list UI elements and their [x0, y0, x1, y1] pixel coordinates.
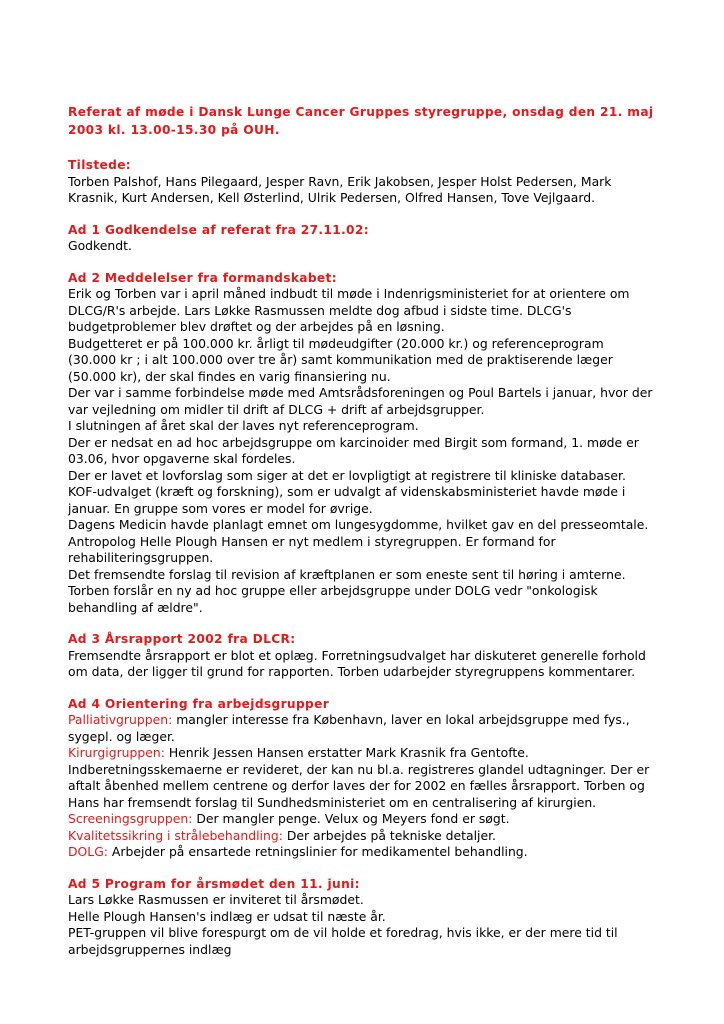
section-heading: Ad 5 Program for årsmødet den 11. juni:: [68, 876, 360, 891]
body-line: [68, 501, 684, 518]
section-heading: Ad 3 Årsrapport 2002 fra DLCR:: [68, 632, 296, 646]
body-line: [68, 451, 684, 468]
line-text: Henrik Jessen Hansen erstatter Mark Krasnik fra Gentofte.: [164, 745, 529, 760]
line-text: Det fremsendte forslag til revision af kræftplanen er som eneste sent til høring i amterne.: [68, 566, 626, 582]
body-line: [68, 648, 684, 665]
line-text: Torben Palshof, Hans Pilegaard, Jesper Ravn, Erik Jakobsen, Jesper Holst Pedersen, Mark: [68, 173, 612, 189]
body-line: [68, 352, 684, 369]
line-text: mangler interesse fra København, laver en lokal arbejdsgruppe med fys.,: [172, 712, 630, 727]
line-text: Fremsendte årsrapport er blot et oplæg. Forretningsudvalget har diskuteret generelle forhold: [68, 647, 646, 663]
body-line: [68, 468, 684, 485]
body-line: [68, 517, 684, 534]
group-label: Kvalitetssikring i strålebehandling:: [68, 827, 283, 843]
body-line: [68, 238, 684, 255]
body-line: [68, 795, 684, 812]
line-text: Arbejder på ensartede retningslinier for medikamentel behandling.: [107, 844, 528, 859]
line-text: var vejledning om midler til drift af DLCG + drift af arbejdsgrupper.: [68, 401, 485, 417]
line-text: januar. En gruppe som vores er model for øvrige.: [68, 500, 373, 516]
line-text: Hans har fremsendt forslag til Sundhedsministeriet om en centralisering af kirurgien.: [68, 794, 597, 810]
line-text: aftalt åbenhed mellem centrene og derfor laves der for 2002 en fælles årsrapport. Torben og: [68, 778, 645, 793]
body-line: [68, 534, 684, 551]
body-line: [68, 892, 684, 909]
body-line: [68, 435, 684, 452]
line-text: Der er lavet et lovforslag som siger at det er lovpligtigt at registrere til kliniske databaser.: [68, 467, 626, 483]
line-text: Der arbejdes på tekniske detaljer.: [282, 827, 496, 843]
line-text: Helle Plough Hansen's indlæg er udsat til næste år.: [68, 908, 386, 924]
line-text: DLCG/R's arbejde. Lars Løkke Rasmussen meldte dog afbud i sidste time. DLCG's: [68, 302, 572, 318]
body-line: [68, 583, 684, 600]
line-text: KOF-udvalget (kræft og forskning), som er udvalgt af videnskabsministeriet havde møde i: [68, 484, 626, 499]
section: [68, 876, 684, 959]
line-text: Godkendt.: [68, 238, 132, 253]
line-text: Lars Løkke Rasmussen er inviteret til årsmødet.: [68, 892, 364, 907]
line-text: Torben forslår en ny ad hoc gruppe eller arbejdsgruppe under DOLG vedr "onkologisk: [68, 583, 598, 598]
line-text: Budgetteret er på 100.000 kr. årligt til mødeudgifter (20.000 kr.) og referenceprogram: [68, 335, 604, 351]
line-text: Antropolog Helle Plough Hansen er nyt medlem i styregruppen. Er formand for: [68, 533, 556, 549]
line-text: I slutningen af året skal der laves nyt referenceprogram.: [68, 418, 419, 433]
body-line: [68, 762, 684, 779]
body-line: [68, 286, 684, 303]
section: [68, 222, 684, 255]
line-text: om data, der ligger til grund for rapporten. Torben udarbejder styregruppens kommentarer.: [68, 664, 636, 679]
body-line: [68, 319, 684, 336]
body-line: [68, 844, 684, 861]
section-heading: Ad 4 Orientering fra arbejdsgrupper: [68, 696, 330, 711]
section: [68, 270, 684, 617]
line-text: rehabiliteringsgruppen.: [68, 550, 214, 565]
body-line: [68, 745, 684, 762]
section-heading: Ad 2 Meddelelser fra formandskabet:: [68, 270, 337, 285]
section-heading: Ad 1 Godkendelse af referat fra 27.11.02:: [68, 222, 369, 237]
line-text: 03.06, hvor opgaverne skal fordeles.: [68, 451, 296, 466]
section: [68, 696, 684, 861]
line-text: Der var i samme forbindelse møde med Amtsrådsforeningen og Poul Bartels i januar, hvor der: [68, 385, 653, 400]
body-line: [68, 369, 684, 386]
group-label: Kirurgigruppen:: [68, 745, 165, 760]
body-line: [68, 712, 684, 729]
line-text: (30.000 kr ; i alt 100.000 over tre år) samt kommunikation med de praktiserende læger: [68, 352, 613, 367]
body-line: [68, 303, 684, 320]
body-line: [68, 909, 684, 926]
body-line: [68, 925, 684, 942]
body-line: [68, 174, 684, 191]
body-line: [68, 942, 684, 959]
body-line: [68, 729, 684, 746]
body-line: [68, 811, 684, 828]
group-label: DOLG:: [68, 844, 108, 859]
body-line: [68, 600, 684, 617]
body-line: [68, 550, 684, 567]
line-text: sygepl. og læger.: [68, 728, 175, 744]
line-text: Der mangler penge. Velux og Meyers fond er søgt.: [192, 811, 510, 826]
body-line: [68, 190, 684, 207]
line-text: (50.000 kr), der skal findes en varig finansiering nu.: [68, 368, 391, 384]
line-text: Der er nedsat en ad hoc arbejdsgruppe om karcinoider med Birgit som formand, 1. møde er: [68, 434, 639, 450]
line-text: PET-gruppen vil blive forespurgt om de vil holde et foredrag, hvis ikke, er der mere tid til: [68, 925, 618, 940]
group-label: Screeningsgruppen:: [68, 811, 193, 826]
line-text: arbejdsgruppernes indlæg: [68, 941, 232, 957]
section: [68, 157, 684, 207]
group-label: Palliativgruppen:: [68, 712, 173, 727]
line-text: Krasnik, Kurt Andersen, Kell Østerlind, Ulrik Pedersen, Olfred Hansen, Tove Vejlgaard.: [68, 190, 596, 205]
section-heading: Tilstede:: [68, 158, 132, 172]
line-text: behandling af ældre".: [68, 599, 203, 615]
section: [68, 631, 684, 681]
line-text: Indberetningsskemaerne er revideret, der kan nu bl.a. registreres glandel udtagninger. Der er: [68, 761, 650, 777]
body-line: [68, 664, 684, 681]
line-text: budgetproblemer blev drøftet og der arbejdes på en løsning.: [68, 319, 445, 334]
body-line: [68, 828, 684, 845]
document-title: [68, 103, 684, 139]
body-line: [68, 402, 684, 419]
body-line: [68, 778, 684, 795]
line-text: Erik og Torben var i april måned indbudt til møde i Indenrigsministeriet for at orientere om: [68, 286, 630, 301]
body-line: [68, 336, 684, 353]
body-line: [68, 484, 684, 501]
body-line: [68, 567, 684, 584]
line-text: Dagens Medicin havde planlagt emnet om lungesygdomme, hvilket gav en del presseomtale.: [68, 517, 649, 532]
title-line: Referat af møde i Dansk Lunge Cancer Gruppes styregruppe, onsdag den 21. maj: [68, 105, 654, 119]
title-line: 2003 kl. 13.00-15.30 på OUH.: [68, 123, 280, 137]
body-line: [68, 385, 684, 402]
body-line: [68, 418, 684, 435]
document-body: [68, 157, 684, 958]
